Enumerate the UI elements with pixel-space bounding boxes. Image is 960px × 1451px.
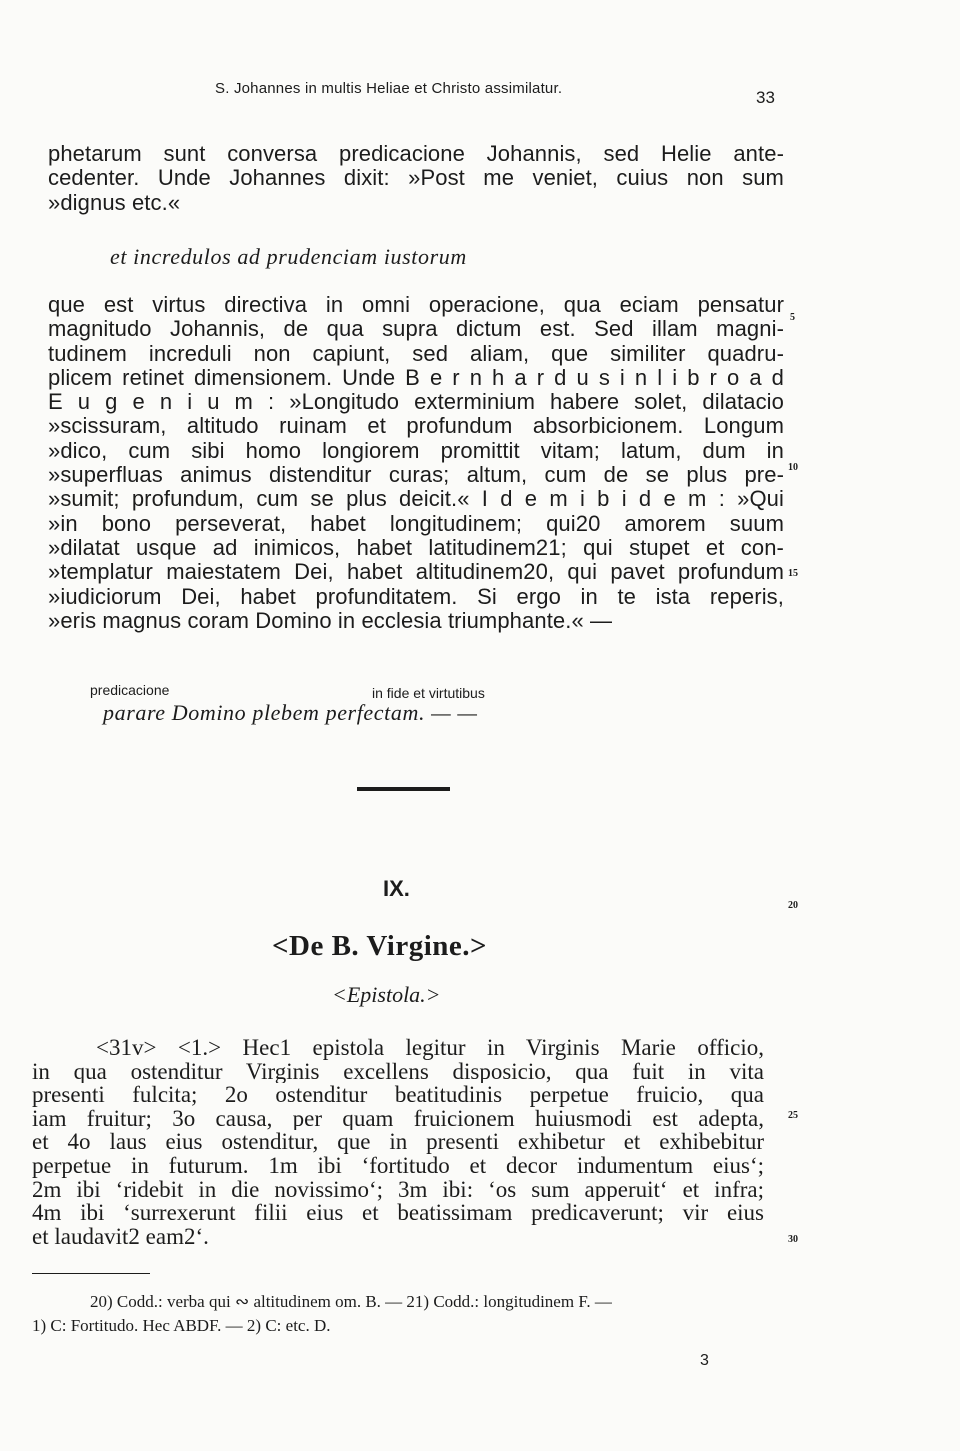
text-line: <31v> <1.> Hec1 epistola legitur in Virginis Marie officio, [96,1036,764,1060]
paragraph-continuation [48,142,784,215]
interlinear-gloss: predicacione [90,682,170,698]
text-line: 4m ibi ‘surrexerunt filii eius et beatissimam predicaverunt; vir eius [32,1201,764,1225]
text-line: E u g e n i u m : »Longitudo exterminium habere solet, dilatacio [48,390,784,415]
text-line: »in bono perseverat, habet longitudinem; qui20 amorem suum [48,511,784,536]
margin-line-number: 15 [788,568,798,579]
page-number: 33 [756,88,775,107]
text-line: et 4o laus eius ostenditur, que in presenti exhibetur et exhibebitur [32,1130,764,1154]
text-line: »sumit; profundum, cum se plus deicit.« I d e m i b i d e m : »Qui [48,487,784,512]
text-line: et laudavit2 eam2‘. [32,1223,209,1249]
text-line: »superfluas animus distenditur curas; altum, cum de se plus pre- [48,463,784,488]
text-line: que est virtus directiva in omni operacione, qua eciam pensatur [48,293,784,317]
footnote-line: 1) C: Fortitudo. Hec ABDF. — 2) C: etc. D. [32,1316,331,1335]
commentary-paragraph [48,293,784,633]
text-line: magnitudo Johannis, de qua supra dictum est. Sed illam magni- [48,317,784,342]
footnote-rule [32,1273,150,1274]
section-number: IX. [383,876,410,901]
margin-line-number: 20 [788,900,798,911]
interlinear-gloss: in fide et virtutibus [372,685,485,701]
text-line: presenti fulcita; 2o ostenditur beatitudinis perpetue fruicio, qua [32,1083,764,1107]
epistola-paragraph [32,1036,764,1248]
text-line: tudinem increduli non capiunt, sed aliam, que similiter quadru- [48,341,784,366]
text-line: in qua ostenditur Virginis excellens disposicio, qua fuit in vita [32,1059,764,1084]
text-line: »dilatat usque ad inimicos, habet latitudinem21; qui stupet et con- [48,535,784,560]
footnotes [32,1290,772,1338]
margin-line-number: 30 [788,1234,798,1245]
running-head: S. Johannes in multis Heliae et Christo assimilatur. [215,80,563,97]
text-line: »dignus etc.« [48,189,181,215]
text-line: phetarum sunt conversa predicacione Johannis, sed Helie ante- [48,142,784,166]
lemma-heading: parare Domino plebem perfectam. — — [103,700,478,725]
text-line: »scissuram, altitudo ruinam et profundum absorbicionem. Longum [48,414,784,439]
text-line: »dico, cum sibi homo longiorem promittit vitam; latum, dum in [48,438,784,463]
text-line: »templatur maiestatem Dei, habet altitudinem20, qui pavet profundum [48,560,784,585]
text-line: iam fruitur; 3o causa, per quam fruicionem huiusmodi est adepta, [32,1106,764,1131]
section-subtitle: <Epistola.> [332,982,441,1007]
text-line: cedenter. Unde Johannes dixit: »Post me veniet, cuius non sum [48,166,784,191]
text-line: »eris magnus coram Domino in ecclesia triumphante.« — [48,607,613,633]
margin-line-number: 5 [790,312,795,323]
margin-line-number: 25 [788,1110,798,1121]
margin-line-number: 10 [788,462,798,473]
signature-mark: 3 [700,1352,709,1369]
section-divider [357,787,450,791]
text-line: »iudiciorum Dei, habet profunditatem. Si ergo in te ista reperis, [48,584,784,609]
text-line: 2m ibi ‘ridebit in die novissimo‘; 3m ibi: ‘os sum apperuit‘ et infra; [32,1177,764,1202]
text-line: plicem retinet dimensionem. Unde B e r n h a r d u s i n l i b r o a d [48,365,784,390]
footnote-line: 20) Codd.: verba qui ∾ altitudinem om. B. — 21) Codd.: longitudinem F. — [90,1292,612,1311]
text-line: perpetue in futurum. 1m ibi ‘fortitudo et decor indumentum eius‘; [32,1153,764,1178]
section-title: <De B. Virgine.> [272,930,488,962]
lemma-heading: et incredulos ad prudenciam iustorum [110,244,467,269]
